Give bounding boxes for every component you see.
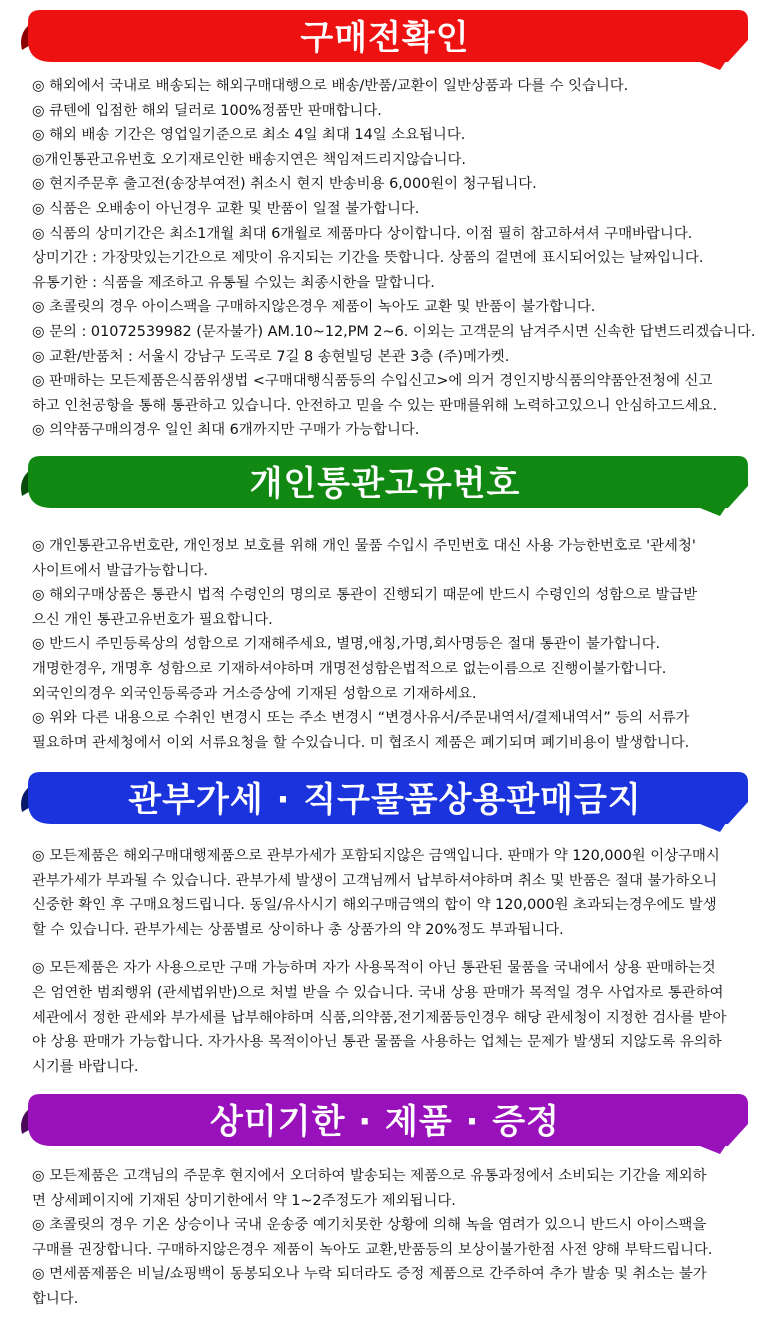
- section-body: [32, 534, 760, 755]
- paragraph-gap: [32, 942, 760, 956]
- text-line: 하고 인천공항을 통해 통관하고 있습니다. 안전하고 믿을 수 있는 판매를위해 노력하고있으니 안심하고드세요.: [32, 397, 718, 414]
- section-customs-id: [0, 450, 770, 751]
- text-line: ◎개인통관고유번호 오기재로인한 배송지연은 책임져드리지않습니다.: [32, 151, 466, 168]
- text-line: 필요하며 관세청에서 이외 서류요청을 할 수있습니다. 미 협조시 제품은 폐기되며 폐기비용이 발생합니다.: [32, 734, 690, 751]
- section-body: [32, 74, 760, 443]
- section-title: 상미기한 · 제품 · 증정: [210, 1102, 560, 1142]
- text-line: ◎ 판매하는 모든제품은식품위생법 <구매대행식품등의 수입신고>에 의거 경인지방식품의약품안전청에 신고: [32, 373, 713, 390]
- text-line: 관부가세가 부과될 수 있습니다. 관부가세 발생이 고객님께서 납부하셔야하며 취소 및 반품은 절대 불가하오니: [32, 872, 718, 889]
- text-line: 시기를 바랍니다.: [32, 1058, 139, 1075]
- text-line: ◎ 해외에서 국내로 배송되는 해외구매대행으로 배송/반품/교환이 일반상품과 다를 수 잇습니다.: [32, 78, 629, 94]
- text-line: ◎ 해외구매상품은 통관시 법적 수령인의 명의로 통관이 진행되기 때문에 반드시 수령인의 성함으로 발급받: [32, 587, 698, 604]
- section-body: [32, 844, 760, 1079]
- text-line: ◎ 문의 : 01072539982 (문자불가) AM.10~12,PM 2~6. 이외는 고객문의 남겨주시면 신속한 답변드리겠습니다.: [32, 323, 756, 340]
- section-purchase-check: [0, 4, 770, 439]
- text-line: ◎ 초콜릿의 경우 아이스팩을 구매하지않은경우 제품이 녹아도 교환 및 반품이 불가합니다.: [32, 299, 596, 316]
- text-line: ◎ 모든제품은 고객님의 주문후 현지에서 오더하여 발송되는 제품으로 유통과정에서 소비되는 기간을 제외하: [32, 1168, 707, 1184]
- text-line: 외국인의경우 외국인등록증과 거소증상에 기재된 성함으로 기재하세요.: [32, 685, 477, 702]
- text-line: ◎ 반드시 주민등록상의 성함으로 기재해주세요, 별명,애칭,가명,회사명등은 절대 통관이 불가합니다.: [32, 636, 661, 653]
- text-line: ◎ 현지주문후 출고전(송장부여전) 취소시 현지 반송비용 6,000원이 청구됩니다.: [32, 176, 537, 193]
- text-line: 은 엄연한 범죄행위 (관세법위반)으로 처벌 받을 수 있습니다. 국내 상용 판매가 목적일 경우 사업자로 통관하여: [32, 984, 724, 1001]
- text-line: ◎ 식품의 상미기간은 최소1개월 최대 6개월로 제품마다 상이합니다. 이점 필히 참고하셔셔 구매바랍니다.: [32, 225, 693, 242]
- text-line: ◎ 큐텐에 입점한 해외 딜러로 100%정품만 판매합니다.: [32, 102, 382, 119]
- text-line: 야 상용 판매가 가능합니다. 자가사용 목적이아닌 통관 물품을 사용하는 업체는 문제가 발생되 지않도록 유의하: [32, 1034, 722, 1051]
- text-line: 세관에서 정한 관세와 부가세를 납부해야하며 식품,의약품,전기제품등인경우 해당 관세청이 지정한 검사를 받아: [32, 1009, 727, 1026]
- section-title: 관부가세 · 직구물품상용판매금지: [128, 780, 642, 820]
- text-line: 상미기간 : 가장맛있는기간으로 제맛이 유지되는 기간을 뜻합니다. 상품의 겉면에 표시되어있는 날짜입니다.: [32, 250, 704, 267]
- section-banner: [0, 766, 770, 836]
- text-line: ◎ 모든제품은 자가 사용으로만 구매 가능하며 자가 사용목적이 아닌 통관된 물품을 국내에서 상용 판매하는것: [32, 960, 716, 977]
- text-line: ◎ 면세품제품은 비닐/쇼핑백이 동봉되오나 누락 되더라도 증정 제품으로 간주하여 추가 발송 및 취소는 불가: [32, 1266, 707, 1283]
- section-body: [32, 1164, 760, 1312]
- section-customs-duty: [0, 766, 770, 1075]
- text-line: 유통기한 : 식품을 제조하고 유통될 수있는 최종시한을 말합니다.: [32, 274, 435, 291]
- text-line: ◎ 의약품구매의경우 일인 최대 6개까지만 구매가 가능합니다.: [32, 422, 420, 439]
- section-expiry-gift: [0, 1088, 770, 1307]
- text-line: ◎ 개인통관고유번호란, 개인정보 보호를 위해 개인 물품 수입시 주민번호 대신 사용 가능한번호로 '관세청': [32, 538, 696, 554]
- section-title: 구매전확인: [300, 18, 470, 58]
- text-line: 사이트에서 발급가능합니다.: [32, 562, 208, 579]
- text-line: 면 상세페이지에 기재된 상미기한에서 약 1~2주정도가 제외됩니다.: [32, 1192, 456, 1209]
- text-line: 합니다.: [32, 1290, 79, 1307]
- text-line: ◎ 해외 배송 기간은 영업일기준으로 최소 4일 최대 14일 소요됩니다.: [32, 127, 466, 144]
- text-line: ◎ 교환/반품처 : 서울시 강남구 도곡로 7길 8 송현빌딩 본관 3층 (주)메가켓.: [32, 348, 510, 365]
- section-banner: [0, 4, 770, 74]
- section-banner: [0, 450, 770, 520]
- text-line: 개명한경우, 개명후 성함으로 기재하셔야하며 개명전성함은법적으로 없는이름으로 진행이불가합니다.: [32, 660, 667, 677]
- text-line: 신중한 확인 후 구매요청드립니다. 동일/유사시기 해외구매금액의 합이 약 120,000원 초과되는경우에도 발생: [32, 897, 717, 914]
- section-banner: [0, 1088, 770, 1158]
- text-line: 구매를 권장합니다. 구매하지않은경우 제품이 녹아도 교환,반품등의 보상이불가한점 사전 양해 부탁드립니다.: [32, 1241, 713, 1258]
- text-line: ◎ 위와 다른 내용으로 수취인 변경시 또는 주소 변경시 “변경사유서/주문내역서/결제내역서” 등의 서류가: [32, 710, 690, 727]
- text-line: ◎ 모든제품은 해외구매대행제품으로 관부가세가 포함되지않은 금액입니다. 판매가 약 120,000원 이상구매시: [32, 848, 720, 864]
- section-title: 개인통관고유번호: [249, 464, 521, 504]
- text-line: ◎ 식품은 오배송이 아닌경우 교환 및 반품이 일절 불가합니다.: [32, 200, 420, 217]
- text-line: ◎ 초콜릿의 경우 기온 상승이나 국내 운송중 예기치못한 상황에 의해 녹을 염려가 있으니 반드시 아이스팩을: [32, 1217, 707, 1234]
- text-line: 으신 개인 통관고유번호가 필요합니다.: [32, 611, 273, 628]
- text-line: 할 수 있습니다. 관부가세는 상품별로 상이하나 총 상품가의 약 20%정도 부과됩니다.: [32, 921, 564, 938]
